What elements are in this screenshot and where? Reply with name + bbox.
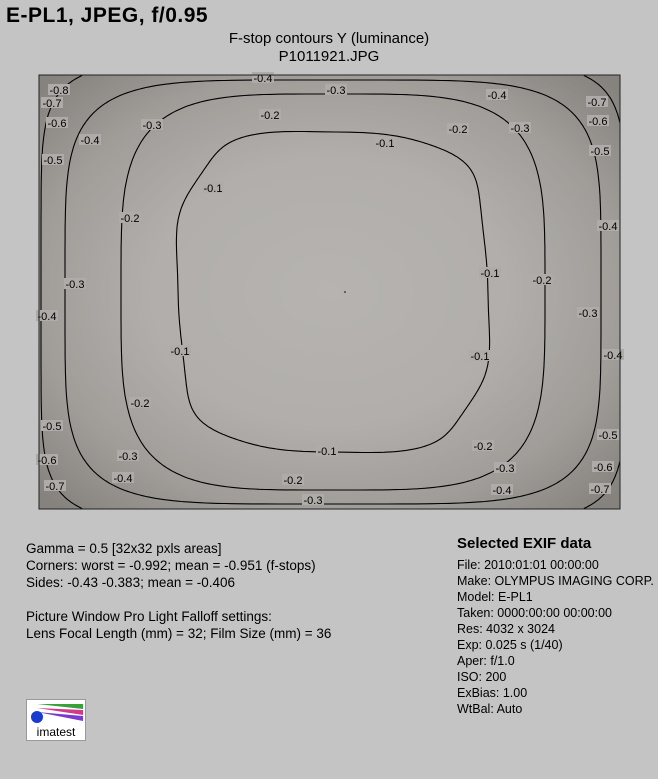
contour-label: -0.7 bbox=[42, 98, 62, 110]
contour-label: -0.3 bbox=[578, 308, 598, 320]
contour-label: -0.3 bbox=[303, 495, 323, 507]
contour-label: -0.4 bbox=[80, 135, 100, 147]
contour-label: -0.3 bbox=[326, 85, 346, 97]
exif-row: WtBal: Auto bbox=[457, 702, 523, 716]
contour-label: -0.4 bbox=[603, 350, 623, 362]
exif-row: Exp: 0.025 s (1/40) bbox=[457, 638, 563, 652]
settings-title: Picture Window Pro Light Falloff settings: bbox=[26, 609, 272, 624]
exif-row: File: 2010:01:01 00:00:00 bbox=[457, 558, 599, 572]
exif-row: Model: E-PL1 bbox=[457, 590, 533, 604]
page-title: E-PL1, JPEG, f/0.95 bbox=[6, 4, 209, 27]
contour-label: -0.4 bbox=[113, 473, 133, 485]
gamma-text: Gamma = 0.5 [32x32 pxls areas] bbox=[26, 541, 222, 556]
contour-label: -0.3 bbox=[510, 123, 530, 135]
exif-row: ISO: 200 bbox=[457, 670, 507, 684]
contour-label: -0.5 bbox=[598, 430, 618, 442]
contour-label: -0.2 bbox=[260, 110, 280, 122]
chart-subtitle: P1011921.JPG bbox=[278, 48, 380, 65]
exif-row: Aper: f/1.0 bbox=[457, 654, 515, 668]
contour-label: -0.2 bbox=[448, 124, 468, 136]
exif-heading: Selected EXIF data bbox=[457, 535, 592, 552]
contour-label: -0.5 bbox=[42, 421, 62, 433]
exif-row: ExBias: 1.00 bbox=[457, 686, 528, 700]
contour-label: -0.1 bbox=[470, 351, 490, 363]
contour-label: -0.3 bbox=[65, 279, 85, 291]
imatest-logo-graphic bbox=[27, 700, 85, 740]
plot-background bbox=[39, 75, 620, 509]
contour-label: -0.2 bbox=[283, 475, 303, 487]
contour-label: -0.3 bbox=[142, 120, 162, 132]
contour-label: -0.3 bbox=[118, 451, 138, 463]
contour-label: -0.6 bbox=[588, 116, 608, 128]
contour-label: -0.3 bbox=[495, 463, 515, 475]
contour-label: -0.2 bbox=[532, 275, 552, 287]
contour-label: -0.1 bbox=[480, 268, 500, 280]
sides-text: Sides: -0.43 -0.383; mean = -0.406 bbox=[26, 575, 236, 590]
contour-label: -0.4 bbox=[253, 73, 273, 85]
logo-text: imatest bbox=[36, 725, 76, 739]
contour-label: -0.2 bbox=[130, 398, 150, 410]
chart-title: F-stop contours Y (luminance) bbox=[228, 30, 430, 47]
contour-label: -0.1 bbox=[170, 346, 190, 358]
settings-text: Lens Focal Length (mm) = 32; Film Size (mm) = 36 bbox=[26, 626, 332, 641]
contour-label: -0.5 bbox=[590, 146, 610, 158]
contour-label: -0.4 bbox=[487, 90, 507, 102]
contour-label: -0.4 bbox=[492, 485, 512, 497]
contour-label: -0.1 bbox=[203, 183, 223, 195]
contour-label: -0.8 bbox=[49, 85, 69, 97]
contour-label: -0.5 bbox=[43, 155, 63, 167]
exif-row: Make: OLYMPUS IMAGING CORP. bbox=[457, 574, 654, 588]
contour-label: -0.4 bbox=[37, 311, 57, 323]
imatest-logo bbox=[26, 699, 86, 741]
contour-label: -0.6 bbox=[47, 118, 67, 130]
contour-label: -0.1 bbox=[317, 446, 337, 458]
contour-label: -0.1 bbox=[375, 138, 395, 150]
exif-list bbox=[457, 557, 658, 717]
contour-label: -0.2 bbox=[120, 213, 140, 225]
contour-label: -0.4 bbox=[598, 221, 618, 233]
corners-text: Corners: worst = -0.992; mean = -0.951 (f-stops) bbox=[26, 558, 316, 573]
contour-label: -0.7 bbox=[587, 97, 607, 109]
contour-label: -0.6 bbox=[37, 455, 57, 467]
contour-label: -0.7 bbox=[590, 484, 610, 496]
exif-row: Res: 4032 x 3024 bbox=[457, 622, 555, 636]
exif-row: Taken: 0000:00:00 00:00:00 bbox=[457, 606, 612, 620]
contour-label: -0.7 bbox=[45, 481, 65, 493]
center-marker bbox=[344, 291, 346, 293]
contour-label: -0.6 bbox=[593, 462, 613, 474]
contour-label: -0.2 bbox=[473, 441, 493, 453]
